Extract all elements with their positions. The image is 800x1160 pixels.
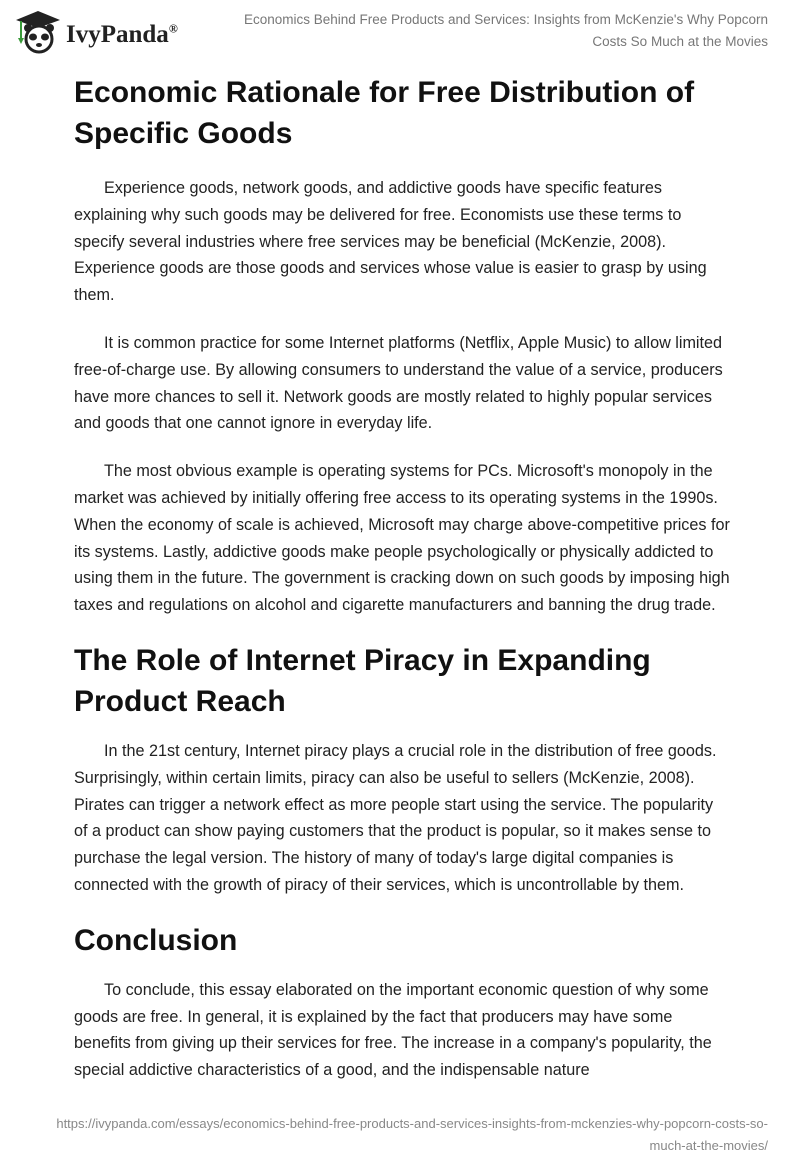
section-heading: Economic Rationale for Free Distribution of Specific Goods bbox=[74, 76, 695, 150]
paragraph: Experience goods, network goods, and addictive goods have specific features explaining why such goods may be delivered for free. Economists use these terms to specify several industries where free services may be beneficial (McKenzie, 2008). Experience goods are those goods and services whose value is easier to grasp by using them. bbox=[74, 179, 707, 305]
ivypanda-logo[interactable] bbox=[12, 8, 178, 54]
registered-mark: ® bbox=[168, 21, 178, 36]
paragraph: In the 21st century, Internet piracy plays a crucial role in the distribution of free goods. Surprisingly, within certain limits, piracy can also be useful to sellers (McKenzie, 2008). Pirates can trigger a network effect as more people start using the service. The popularity of a product can show paying customers that the product is popular, so it makes sense to purchase the legal version. The history of many of today's large digital companies is connected with the growth of piracy of their services, which is uncontrollable by them. bbox=[74, 741, 717, 894]
document-title: Economics Behind Free Products and Services: Insights from McKenzie's Why Popcorn Costs So Much at the Movies bbox=[243, 12, 768, 49]
paragraph: It is common practice for some Internet platforms (Netflix, Apple Music) to allow limited free-of-charge use. By allowing consumers to understand the value of a service, producers have more chances to sell it. Network goods are mostly related to highly popular services and goods that one cannot ignore in everyday life. bbox=[74, 333, 723, 433]
panda-graduate-icon bbox=[12, 8, 62, 54]
source-url[interactable]: https://ivypanda.com/essays/economics-behind-free-products-and-services-insights-from-mckenzies-why-popcorn-costs-so-much-at-the-movies/ bbox=[56, 1116, 768, 1153]
paragraph: To conclude, this essay elaborated on the important economic question of why some goods are free. In general, it is explained by the fact that producers may have some benefits from giving up their services for free. The increase in a company's popularity, the special addictive characteristics of a good, and the indispensable nature bbox=[74, 980, 712, 1080]
paragraph: The most obvious example is operating systems for PCs. Microsoft's monopoly in the market was achieved by initially offering free access to its operating systems in the 1990s. When the economy of scale is achieved, Microsoft may charge above-competitive prices for its systems. Lastly, addictive goods make people psychologically or physically addicted to using them in the future. The government is cracking down on such goods by imposing high taxes and regulations on alcohol and cigarette manufacturers and banning the drug trade. bbox=[74, 462, 730, 615]
brand-name: IvyPanda bbox=[66, 21, 169, 48]
section-heading: The Role of Internet Piracy in Expanding Product Reach bbox=[74, 643, 651, 718]
essay-body bbox=[74, 72, 730, 1105]
section-heading: Conclusion bbox=[74, 923, 238, 957]
